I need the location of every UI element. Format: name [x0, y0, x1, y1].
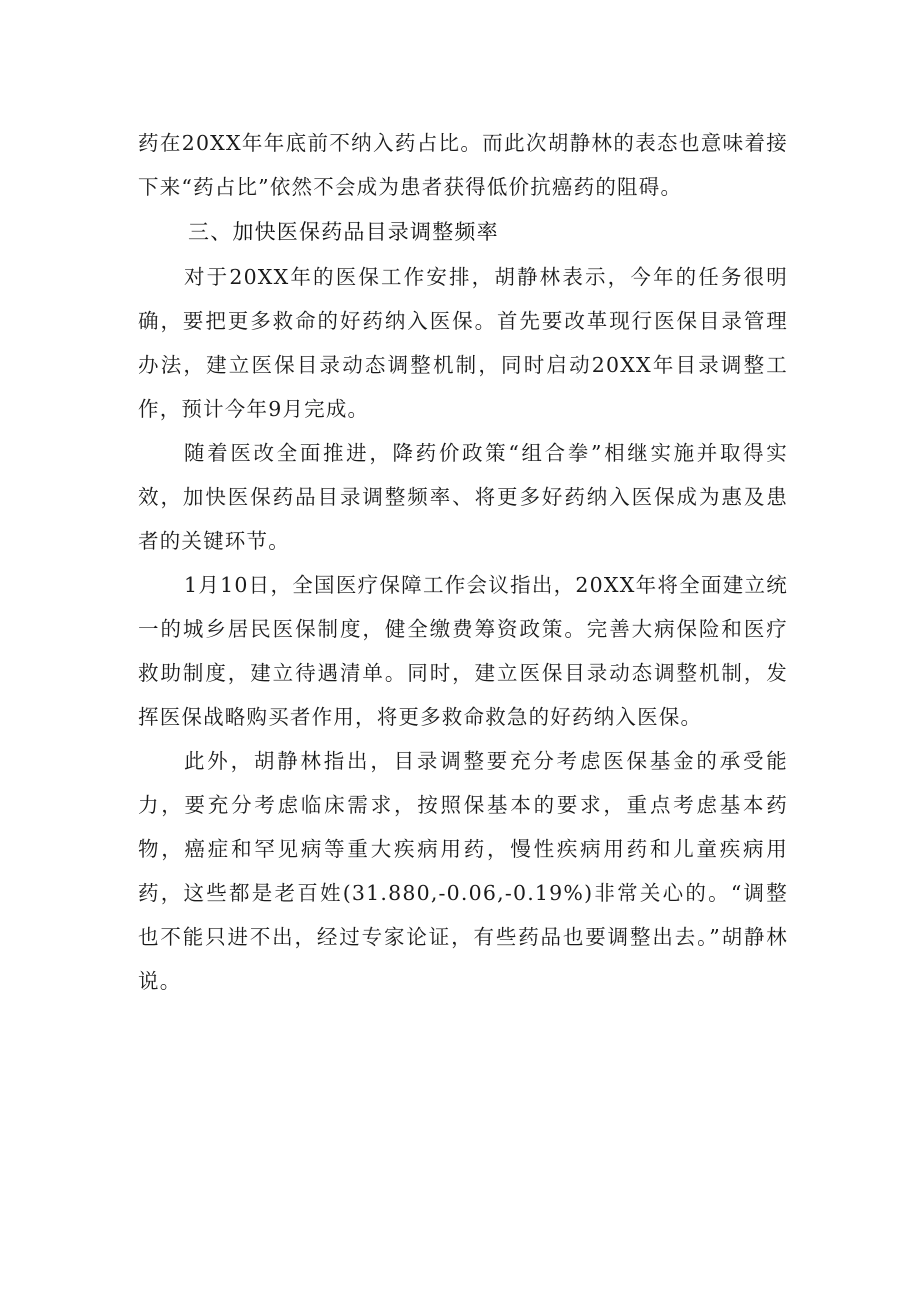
paragraph-continuation: 药在20XX年年底前不纳入药占比。而此次胡静林的表态也意味着接下来“药占比”依然不会成为患者获得低价抗癌药的阻碍。	[138, 131, 788, 199]
paragraph-national-meeting: 1月10日，全国医疗保障工作会议指出，20XX年将全面建立统一的城乡居民医保制度，健全缴费筹资政策。完善大病保险和医疗救助制度，建立待遇清单。同时，建立医保目录动态调整机制，发挥医保战略购买者作用，将更多救命救急的好药纳入医保。	[138, 573, 788, 729]
section-heading: 三、加快医保药品目录调整频率	[188, 220, 499, 244]
paragraph-work-plan: 对于20XX年的医保工作安排，胡静林表示，今年的任务很明确，要把更多救命的好药纳入医保。首先要改革现行医保目录管理办法，建立医保目录动态调整机制，同时启动20XX年目录调整工作，预计今年9月完成。	[138, 265, 788, 421]
paragraph-reform-progress: 随着医改全面推进，降药价政策“组合拳”相继实施并取得实效，加快医保药品目录调整频率、将更多好药纳入医保成为惠及患者的关键环节。	[138, 441, 788, 553]
document-body	[138, 121, 788, 1003]
paragraph-adjustment-principles: 此外，胡静林指出，目录调整要充分考虑医保基金的承受能力，要充分考虑临床需求，按照保基本的要求，重点考虑基本药物，癌症和罕见病等重大疾病用药，慢性疾病用药和儿童疾病用药，这些都是老百姓(31.880,-0.06,-0.19%)非常关心的。“调整也不能只进不出，经过专家论证，有些药品也要调整出去。”胡静林说。	[138, 749, 788, 993]
